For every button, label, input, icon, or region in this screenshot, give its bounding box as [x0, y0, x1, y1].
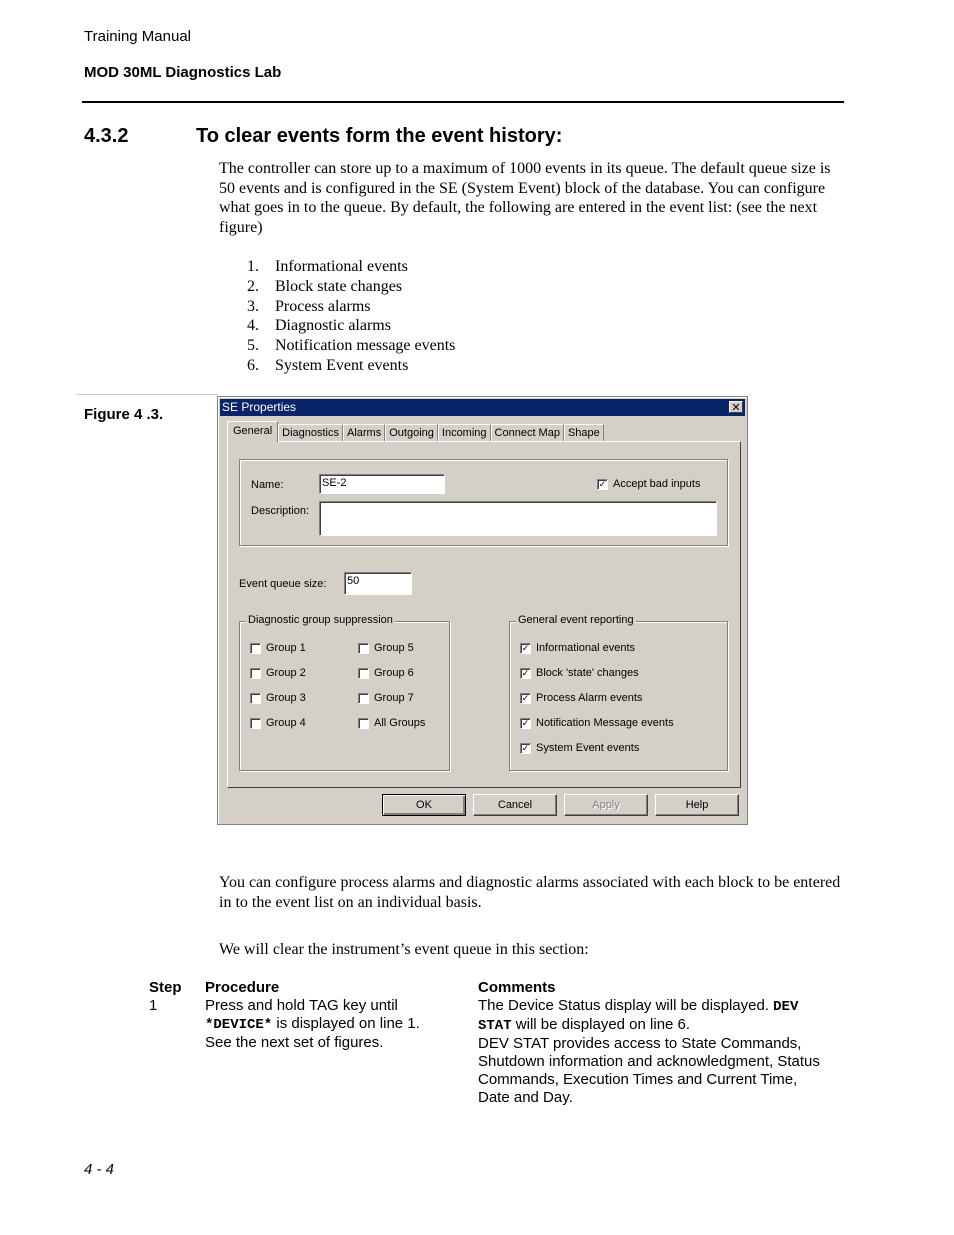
dialog-titlebar[interactable]	[220, 399, 745, 416]
checkbox-box[interactable]	[250, 693, 261, 704]
tab-outgoing[interactable]: Outgoing	[385, 424, 438, 441]
checkbox-box[interactable]	[358, 668, 369, 679]
checkbox-label: All Groups	[374, 717, 426, 729]
checkbox-box[interactable]	[250, 718, 261, 729]
checkbox-label: Block 'state' changes	[536, 667, 639, 679]
help-button[interactable]: Help	[655, 794, 739, 816]
list-item	[219, 257, 455, 277]
comment-line	[478, 1016, 828, 1035]
doc-subtitle: MOD 30ML Diagnostics Lab	[84, 64, 282, 81]
informational-events-checkbox[interactable]	[520, 642, 635, 654]
checkbox-label: Group 5	[374, 642, 414, 654]
checkbox-box[interactable]	[358, 693, 369, 704]
comment-text: will be displayed on line 6.	[511, 1016, 691, 1033]
list-number: 2.	[247, 277, 259, 295]
general-tab-panel	[227, 441, 741, 788]
checkbox-box[interactable]: ✓	[521, 642, 530, 653]
close-icon: ✕	[731, 402, 741, 414]
figure-label: Figure 4 .3.	[84, 406, 164, 423]
body-paragraph-2: We will clear the instrument’s event queue in this section:	[219, 941, 589, 958]
checkbox-label: Group 3	[266, 692, 306, 704]
intro-paragraph: The controller can store up to a maximum of 1000 events in its queue. The default queue size is 50 events and is configured in the SE (System Event) block of the database. You can configure what goes in to the queue. By default, the following are entered in the event list: (see the next figure)	[219, 160, 831, 236]
diagnostic-group-suppression-groupbox	[239, 614, 450, 771]
description-label: Description:	[251, 505, 310, 517]
list-text: System Event events	[275, 356, 409, 374]
page-number: 4 - 4	[84, 1161, 115, 1178]
se-properties-dialog	[217, 396, 748, 825]
checkbox-box[interactable]: ✓	[521, 667, 530, 678]
checkbox-label: Group 2	[266, 667, 306, 679]
header-rule	[82, 101, 844, 103]
tab-strip	[227, 421, 604, 442]
name-label: Name:	[251, 479, 284, 491]
group-7-checkbox[interactable]	[358, 692, 414, 704]
checkbox-label: System Event events	[536, 742, 640, 754]
list-text: Notification message events	[275, 337, 456, 355]
close-button[interactable]	[729, 401, 743, 413]
list-number: 3.	[247, 297, 259, 315]
device-code: *DEVICE*	[205, 1017, 273, 1033]
list-text: Process alarms	[275, 297, 371, 315]
procedure-text: is displayed on line 1.	[272, 1015, 420, 1032]
figure-rule	[76, 394, 218, 395]
tab-alarms[interactable]: Alarms	[343, 424, 385, 441]
checkbox-box[interactable]	[358, 643, 369, 654]
name-input[interactable]: SE-2	[319, 474, 445, 494]
body-paragraph-1: You can configure process alarms and diagnostic alarms associated with each block to be entered in to the event list on an individual basis.	[219, 874, 841, 911]
stat-code: STAT	[478, 1018, 512, 1034]
notification-message-events-checkbox[interactable]	[520, 717, 674, 729]
list-item	[219, 336, 455, 356]
section-number: 4.3.2	[84, 125, 129, 147]
comment-text: The Device Status display will be displayed.	[478, 997, 774, 1014]
checkbox-label: Informational events	[536, 642, 636, 654]
section-title: To clear events form the event history:	[196, 125, 563, 147]
doc-title: Training Manual	[84, 28, 191, 45]
group-4-checkbox[interactable]	[250, 717, 306, 729]
checkbox-box[interactable]	[250, 668, 261, 679]
dev-code: DEV	[773, 999, 799, 1015]
procedure-line: See the next set of figures.	[205, 1034, 384, 1051]
list-number: 4.	[247, 317, 259, 335]
group-2-checkbox[interactable]	[250, 667, 306, 679]
list-item	[219, 277, 455, 297]
list-text: Diagnostic alarms	[275, 317, 391, 335]
comments-cell	[478, 997, 828, 1107]
dialog-title: SE Properties	[222, 400, 297, 414]
checkbox-box[interactable]	[250, 643, 261, 654]
default-event-list	[219, 257, 455, 376]
col-header-step: Step	[149, 979, 182, 996]
checkbox-label: Accept bad inputs	[613, 478, 701, 490]
process-alarm-events-checkbox[interactable]	[520, 692, 642, 704]
step-cell: 1	[149, 997, 158, 1014]
event-queue-size-input[interactable]: 50	[344, 572, 412, 595]
procedure-cell	[205, 997, 465, 1052]
procedure-line: Press and hold TAG key until	[205, 997, 398, 1014]
tab-connect-map[interactable]: Connect Map	[491, 424, 564, 441]
description-input[interactable]	[319, 501, 717, 536]
groupbox-title: General event reporting	[518, 614, 634, 626]
checkbox-box[interactable]	[358, 718, 369, 729]
list-item	[219, 297, 455, 317]
group-3-checkbox[interactable]	[250, 692, 306, 704]
event-queue-size-label: Event queue size:	[239, 578, 327, 590]
general-event-reporting-groupbox	[509, 614, 728, 771]
col-header-comments: Comments	[478, 979, 556, 996]
block-state-changes-checkbox[interactable]	[520, 667, 639, 679]
checkbox-box[interactable]: ✓	[598, 478, 607, 489]
list-item	[219, 356, 455, 376]
checkbox-label: Notification Message events	[536, 717, 674, 729]
group-5-checkbox[interactable]	[358, 642, 414, 654]
list-item	[219, 316, 455, 336]
group-6-checkbox[interactable]	[358, 667, 414, 679]
checkbox-label: Process Alarm events	[536, 692, 643, 704]
list-number: 5.	[247, 337, 259, 355]
list-number: 1.	[247, 258, 259, 275]
accept-bad-inputs-checkbox[interactable]	[597, 478, 700, 490]
group-1-checkbox[interactable]	[250, 642, 306, 654]
checkbox-box[interactable]: ✓	[521, 692, 530, 703]
checkbox-box[interactable]: ✓	[521, 717, 530, 728]
checkbox-label: Group 4	[266, 717, 306, 729]
system-event-events-checkbox[interactable]	[520, 742, 639, 754]
ok-button[interactable]: OK	[382, 794, 466, 816]
checkbox-box[interactable]: ✓	[521, 742, 530, 753]
procedure-line	[205, 1015, 465, 1034]
comment-line	[478, 997, 828, 1016]
comment-paragraph: DEV STAT provides access to State Commands, Shutdown information and acknowledgment, Status Commands, Execution Times and Current Time, Date and Day.	[478, 1035, 820, 1106]
tab-shape[interactable]: Shape	[564, 424, 604, 441]
checkbox-label: Group 1	[266, 642, 306, 654]
tab-diagnostics[interactable]: Diagnostics	[278, 424, 343, 441]
tab-general[interactable]: General	[227, 421, 278, 442]
all-groups-checkbox[interactable]	[358, 717, 425, 729]
checkbox-label: Group 6	[374, 667, 414, 679]
list-number: 6.	[247, 356, 259, 374]
tab-incoming[interactable]: Incoming	[438, 424, 491, 441]
col-header-procedure: Procedure	[205, 979, 280, 996]
apply-button[interactable]: Apply	[564, 794, 648, 816]
cancel-button[interactable]: Cancel	[473, 794, 557, 816]
groupbox-title: Diagnostic group suppression	[248, 614, 393, 626]
list-text: Informational events	[275, 258, 408, 275]
list-text: Block state changes	[275, 277, 403, 295]
checkbox-label: Group 7	[374, 692, 414, 704]
